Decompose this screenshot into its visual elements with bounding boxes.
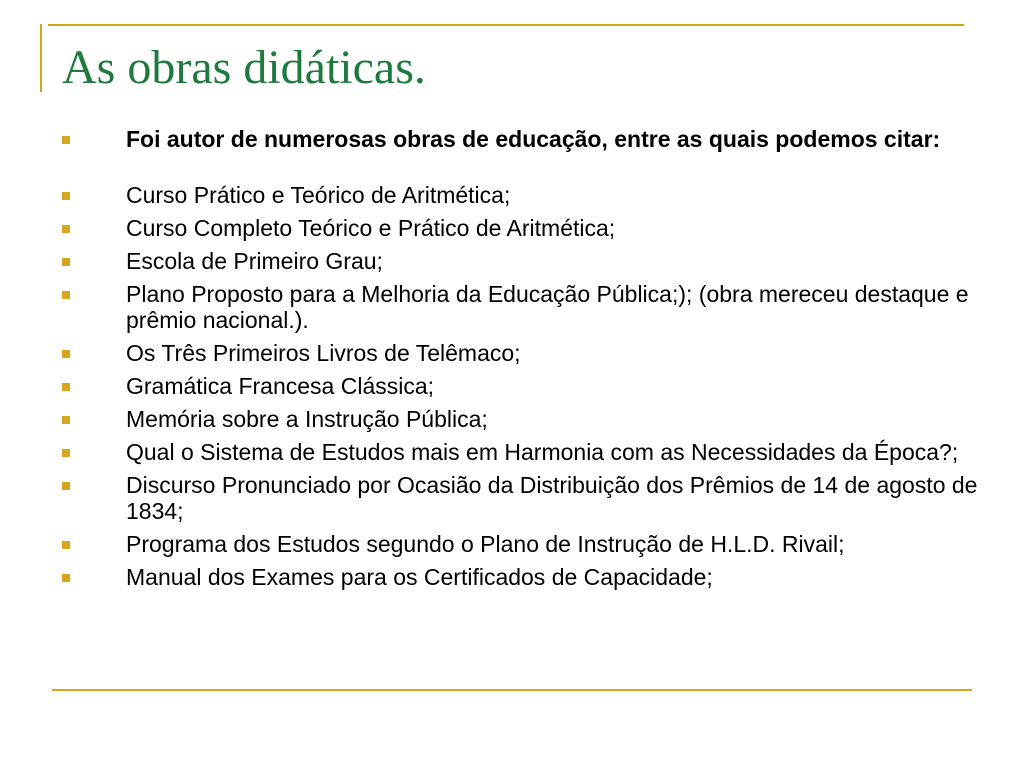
list-item-text: Escola de Primeiro Grau; — [126, 248, 383, 274]
list-item — [58, 215, 978, 241]
list-item — [58, 248, 978, 274]
list-item-text: Discurso Pronunciado por Ocasião da Distribuição dos Prêmios de 14 de agosto de 1834; — [126, 472, 978, 524]
bullet-icon — [62, 541, 70, 549]
bullet-icon — [62, 192, 70, 200]
list-item-text: Gramática Francesa Clássica; — [126, 373, 435, 399]
list-item-text: Memória sobre a Instrução Pública; — [126, 406, 488, 432]
list-item — [58, 406, 978, 432]
bullet-icon — [62, 136, 70, 144]
list-item — [58, 564, 978, 590]
list-item — [58, 340, 978, 366]
bottom-border-line — [52, 689, 972, 691]
left-border-line — [40, 24, 42, 92]
bullet-icon — [62, 416, 70, 424]
bullet-icon — [62, 258, 70, 266]
top-border-line — [48, 24, 964, 26]
bullet-icon — [62, 350, 70, 358]
list-item-text: Plano Proposto para a Melhoria da Educação Pública;); (obra mereceu destaque e prêmio nacional.). — [126, 281, 969, 333]
list-item-text: Curso Prático e Teórico de Aritmética; — [126, 182, 511, 208]
intro-text: Foi autor de numerosas obras de educação, entre as quais podemos citar: — [126, 126, 941, 152]
bullet-list — [58, 126, 978, 597]
bullet-icon — [62, 449, 70, 457]
list-item — [58, 373, 978, 399]
bullet-icon — [62, 291, 70, 299]
list-item — [58, 472, 978, 524]
list-item-intro — [58, 126, 978, 152]
list-item-text: Os Três Primeiros Livros de Telêmaco; — [126, 340, 521, 366]
bullet-icon — [62, 225, 70, 233]
bullet-icon — [62, 574, 70, 582]
list-item — [58, 439, 978, 465]
list-item — [58, 531, 978, 557]
list-item-text: Manual dos Exames para os Certificados de Capacidade; — [126, 564, 713, 590]
list-item-text: Qual o Sistema de Estudos mais em Harmonia com as Necessidades da Época?; — [126, 439, 959, 465]
list-item-text: Curso Completo Teórico e Prático de Aritmética; — [126, 215, 616, 241]
slide-title: As obras didáticas. — [62, 41, 426, 94]
bullet-icon — [62, 482, 70, 490]
list-item — [58, 281, 978, 333]
bullet-icon — [62, 383, 70, 391]
list-item-text: Programa dos Estudos segundo o Plano de Instrução de H.L.D. Rivail; — [126, 531, 845, 557]
list-item — [58, 182, 978, 208]
